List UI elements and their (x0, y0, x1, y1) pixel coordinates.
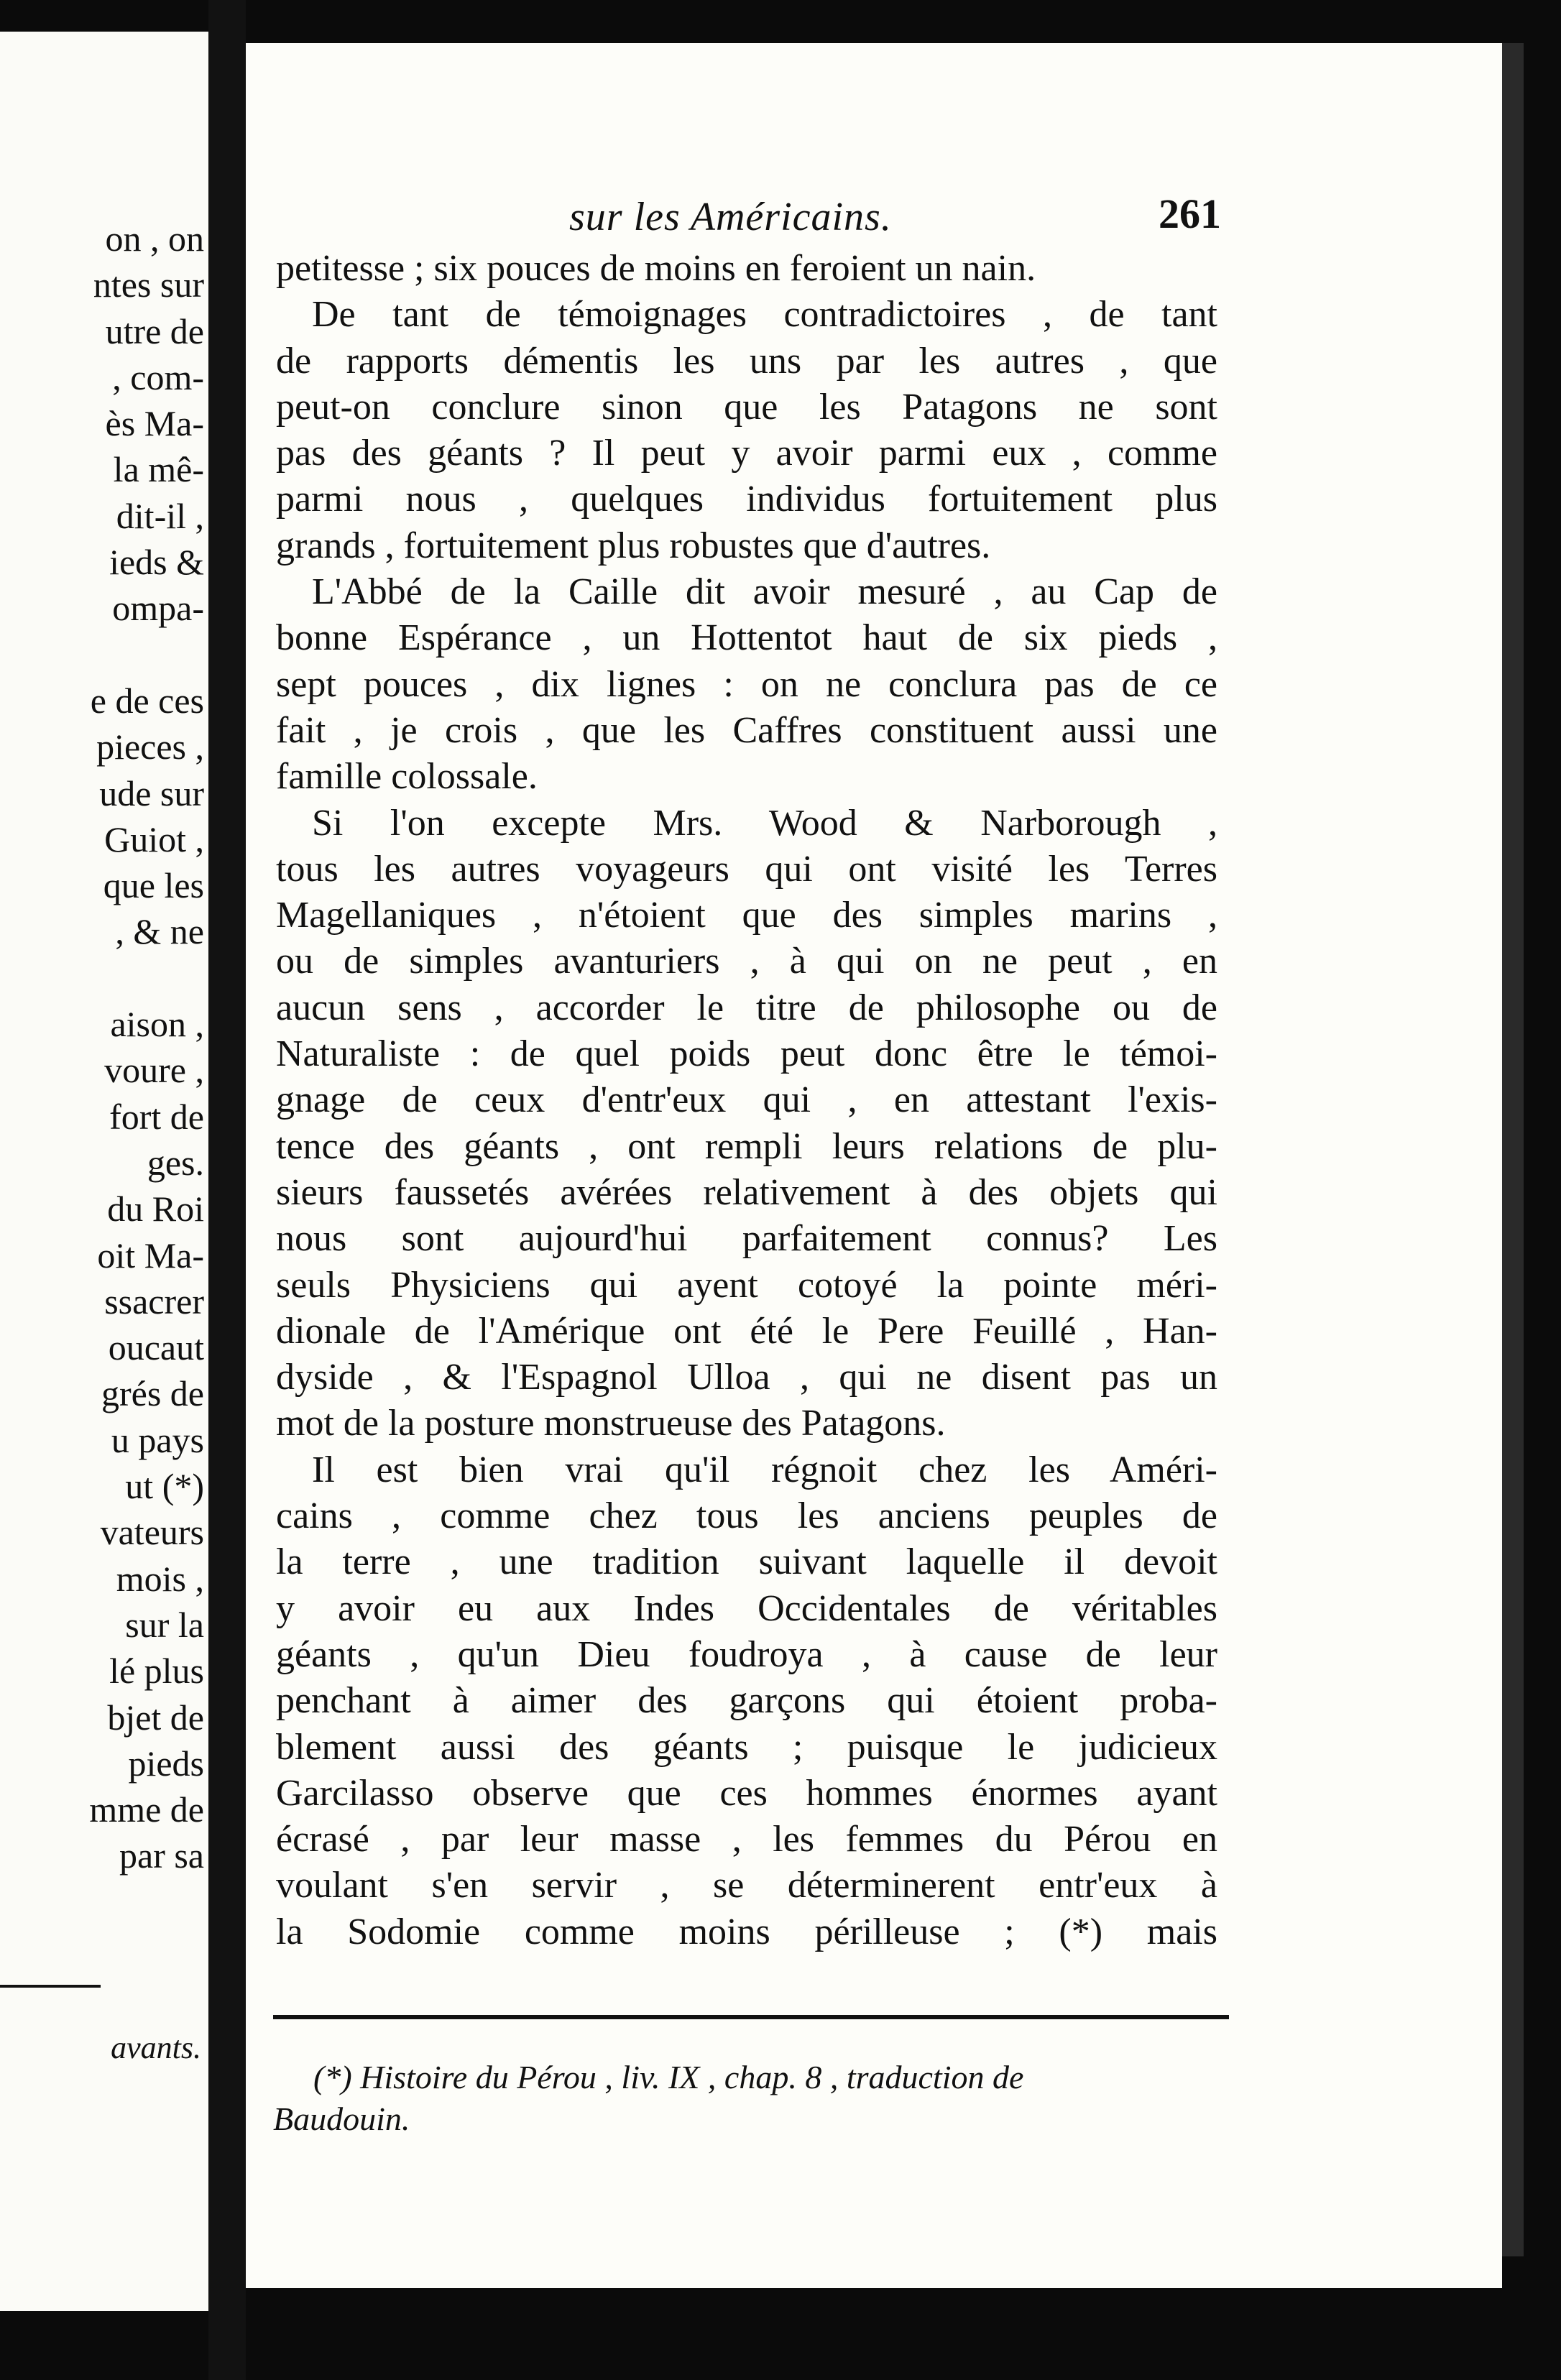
text-line: pas des géants ? Il peut y avoir parmi eux , comme (276, 433, 1217, 474)
text-line: tence des géants , ont rempli leurs relations de plu- (276, 1125, 1217, 1167)
text-line: Si l'on excepte Mrs. Wood & Narborough , (312, 802, 1217, 844)
footnote-line-1: (*) Histoire du Pérou , liv. IX , chap. 8 , traduction de (313, 2059, 1024, 2095)
text-line: géants , qu'un Dieu foudroya , à cause de leur (276, 1633, 1217, 1675)
facing-page-line: on , on (105, 218, 204, 259)
facing-page-line: ieds & (109, 542, 204, 583)
text-line: De tant de témoignages contradictoires , de tant (312, 294, 1217, 336)
facing-page-footnote: avants. (111, 2030, 201, 2065)
text-line: penchant à aimer des garçons qui étoient proba- (276, 1680, 1217, 1722)
text-line: écrasé , par leur masse , les femmes du Pérou en (276, 1819, 1217, 1860)
facing-page-line: oucaut (108, 1327, 204, 1368)
text-line: Il est bien vrai qu'il régnoit chez les Améri- (312, 1449, 1217, 1490)
text-line: dyside , & l'Espagnol Ulloa , qui ne disent pas un (276, 1357, 1217, 1398)
facing-page-line: ès Ma- (105, 403, 204, 444)
footnote-line-2: Baudouin. (273, 2100, 410, 2137)
text-line: voulant s'en servir , se déterminerent entr'eux à (276, 1865, 1217, 1906)
facing-page-line: vateurs (100, 1512, 204, 1553)
footnote (273, 2057, 1229, 2140)
text-line: L'Abbé de la Caille dit avoir mesuré , au Cap de (312, 571, 1217, 613)
facing-page-line: grés de (101, 1373, 204, 1414)
facing-page-line: fort de (109, 1096, 204, 1137)
text-line: petitesse ; six pouces de moins en feroient un nain. (276, 248, 1036, 289)
text-line: Magellaniques , n'étoient que des simples marins , (276, 895, 1217, 936)
facing-page-line: pieces , (96, 727, 204, 767)
facing-page-line: sur la (125, 1604, 204, 1645)
text-line: bonne Espérance , un Hottentot haut de six pieds , (276, 617, 1217, 659)
text-line: famille colossale. (276, 756, 538, 798)
facing-page-left (0, 32, 208, 2311)
text-line: sieurs faussetés avérées relativement à des objets qui (276, 1171, 1217, 1213)
facing-page-line (0, 955, 208, 1001)
text-line: grands , fortuitement plus robustes que d'autres. (276, 525, 991, 566)
facing-page-line: la mê- (113, 449, 204, 490)
binding-gutter (208, 0, 246, 2380)
main-page (246, 43, 1502, 2288)
facing-page-line: ude sur (99, 772, 204, 813)
text-line: y avoir eu aux Indes Occidentales de véritables (276, 1587, 1217, 1629)
page-number: 261 (1159, 190, 1221, 237)
facing-page-line: ssacrer (104, 1281, 204, 1322)
facing-page-line: u pays (111, 1419, 204, 1460)
text-line: peut-on conclure sinon que les Patagons ne sont (276, 386, 1217, 428)
facing-page-line: bjet de (107, 1697, 204, 1738)
facing-page-line: utre de (105, 310, 204, 351)
text-line: parmi nous , quelques individus fortuitement plus (276, 479, 1217, 520)
facing-page-footnote-rule (0, 1985, 101, 1988)
facing-page-line: par sa (119, 1835, 204, 1876)
text-line: aucun sens , accorder le titre de philosophe ou de (276, 987, 1217, 1028)
text-line: nous sont aujourd'hui parfaitement connus? Les (276, 1218, 1217, 1260)
facing-page-line: ntes sur (93, 264, 204, 305)
facing-page-line (0, 632, 208, 678)
text-line: blement aussi des géants ; puisque le judicieux (276, 1726, 1217, 1768)
text-line: la Sodomie comme moins périlleuse ; (*) mais (276, 1911, 1217, 1952)
text-line: de rapports démentis les uns par les autres , que (276, 340, 1217, 382)
facing-page-line: , com- (112, 356, 204, 397)
facing-page-line: pieds (128, 1743, 204, 1784)
text-line: seuls Physiciens qui ayent cotoyé la pointe méri- (276, 1264, 1217, 1306)
text-line: Garcilasso observe que ces hommes énormes ayant (276, 1772, 1217, 1814)
facing-page-line: du Roi (107, 1189, 204, 1230)
text-line: la terre , une tradition suivant laquelle il devoit (276, 1541, 1217, 1583)
text-line: cains , comme chez tous les anciens peuples de (276, 1495, 1217, 1537)
facing-page-line: ompa- (112, 588, 204, 629)
text-line: Naturaliste : de quel poids peut donc être le témoi- (276, 1033, 1217, 1075)
body-text (276, 246, 1217, 1955)
facing-page-line: ut (*) (125, 1466, 204, 1507)
facing-page-line: oit Ma- (97, 1235, 204, 1276)
facing-page-line: dit-il , (116, 495, 204, 536)
text-line: gnage de ceux d'entr'eux qui , en attestant l'exis- (276, 1079, 1217, 1121)
running-head (246, 190, 1502, 252)
facing-page-line: que les (103, 865, 204, 906)
facing-page-line: aison , (110, 1004, 204, 1045)
text-line: mot de la posture monstrueuse des Patagons. (276, 1403, 946, 1444)
text-line: fait , je crois , que les Caffres constituent aussi une (276, 709, 1217, 751)
facing-page-line: lé plus (109, 1651, 204, 1692)
facing-page-line: ges. (147, 1142, 204, 1183)
running-title: sur les Américains. (569, 195, 892, 239)
text-line: dionale de l'Amérique ont été le Pere Feuillé , Han- (276, 1310, 1217, 1352)
text-line: sept pouces , dix lignes : on ne conclura pas de ce (276, 663, 1217, 705)
facing-page-line: e de ces (90, 680, 204, 721)
facing-page-text (0, 216, 208, 1879)
facing-page-line: voure , (104, 1050, 204, 1091)
text-line: tous les autres voyageurs qui ont visité les Terres (276, 848, 1217, 890)
facing-page-line: Guiot , (104, 818, 204, 859)
text-line: ou de simples avanturiers , à qui on ne peut , en (276, 941, 1217, 982)
facing-page-line: mois , (116, 1558, 204, 1599)
footnote-rule (273, 2015, 1229, 2019)
facing-page-line: mme de (89, 1789, 204, 1830)
facing-page-line: , & ne (115, 911, 204, 952)
